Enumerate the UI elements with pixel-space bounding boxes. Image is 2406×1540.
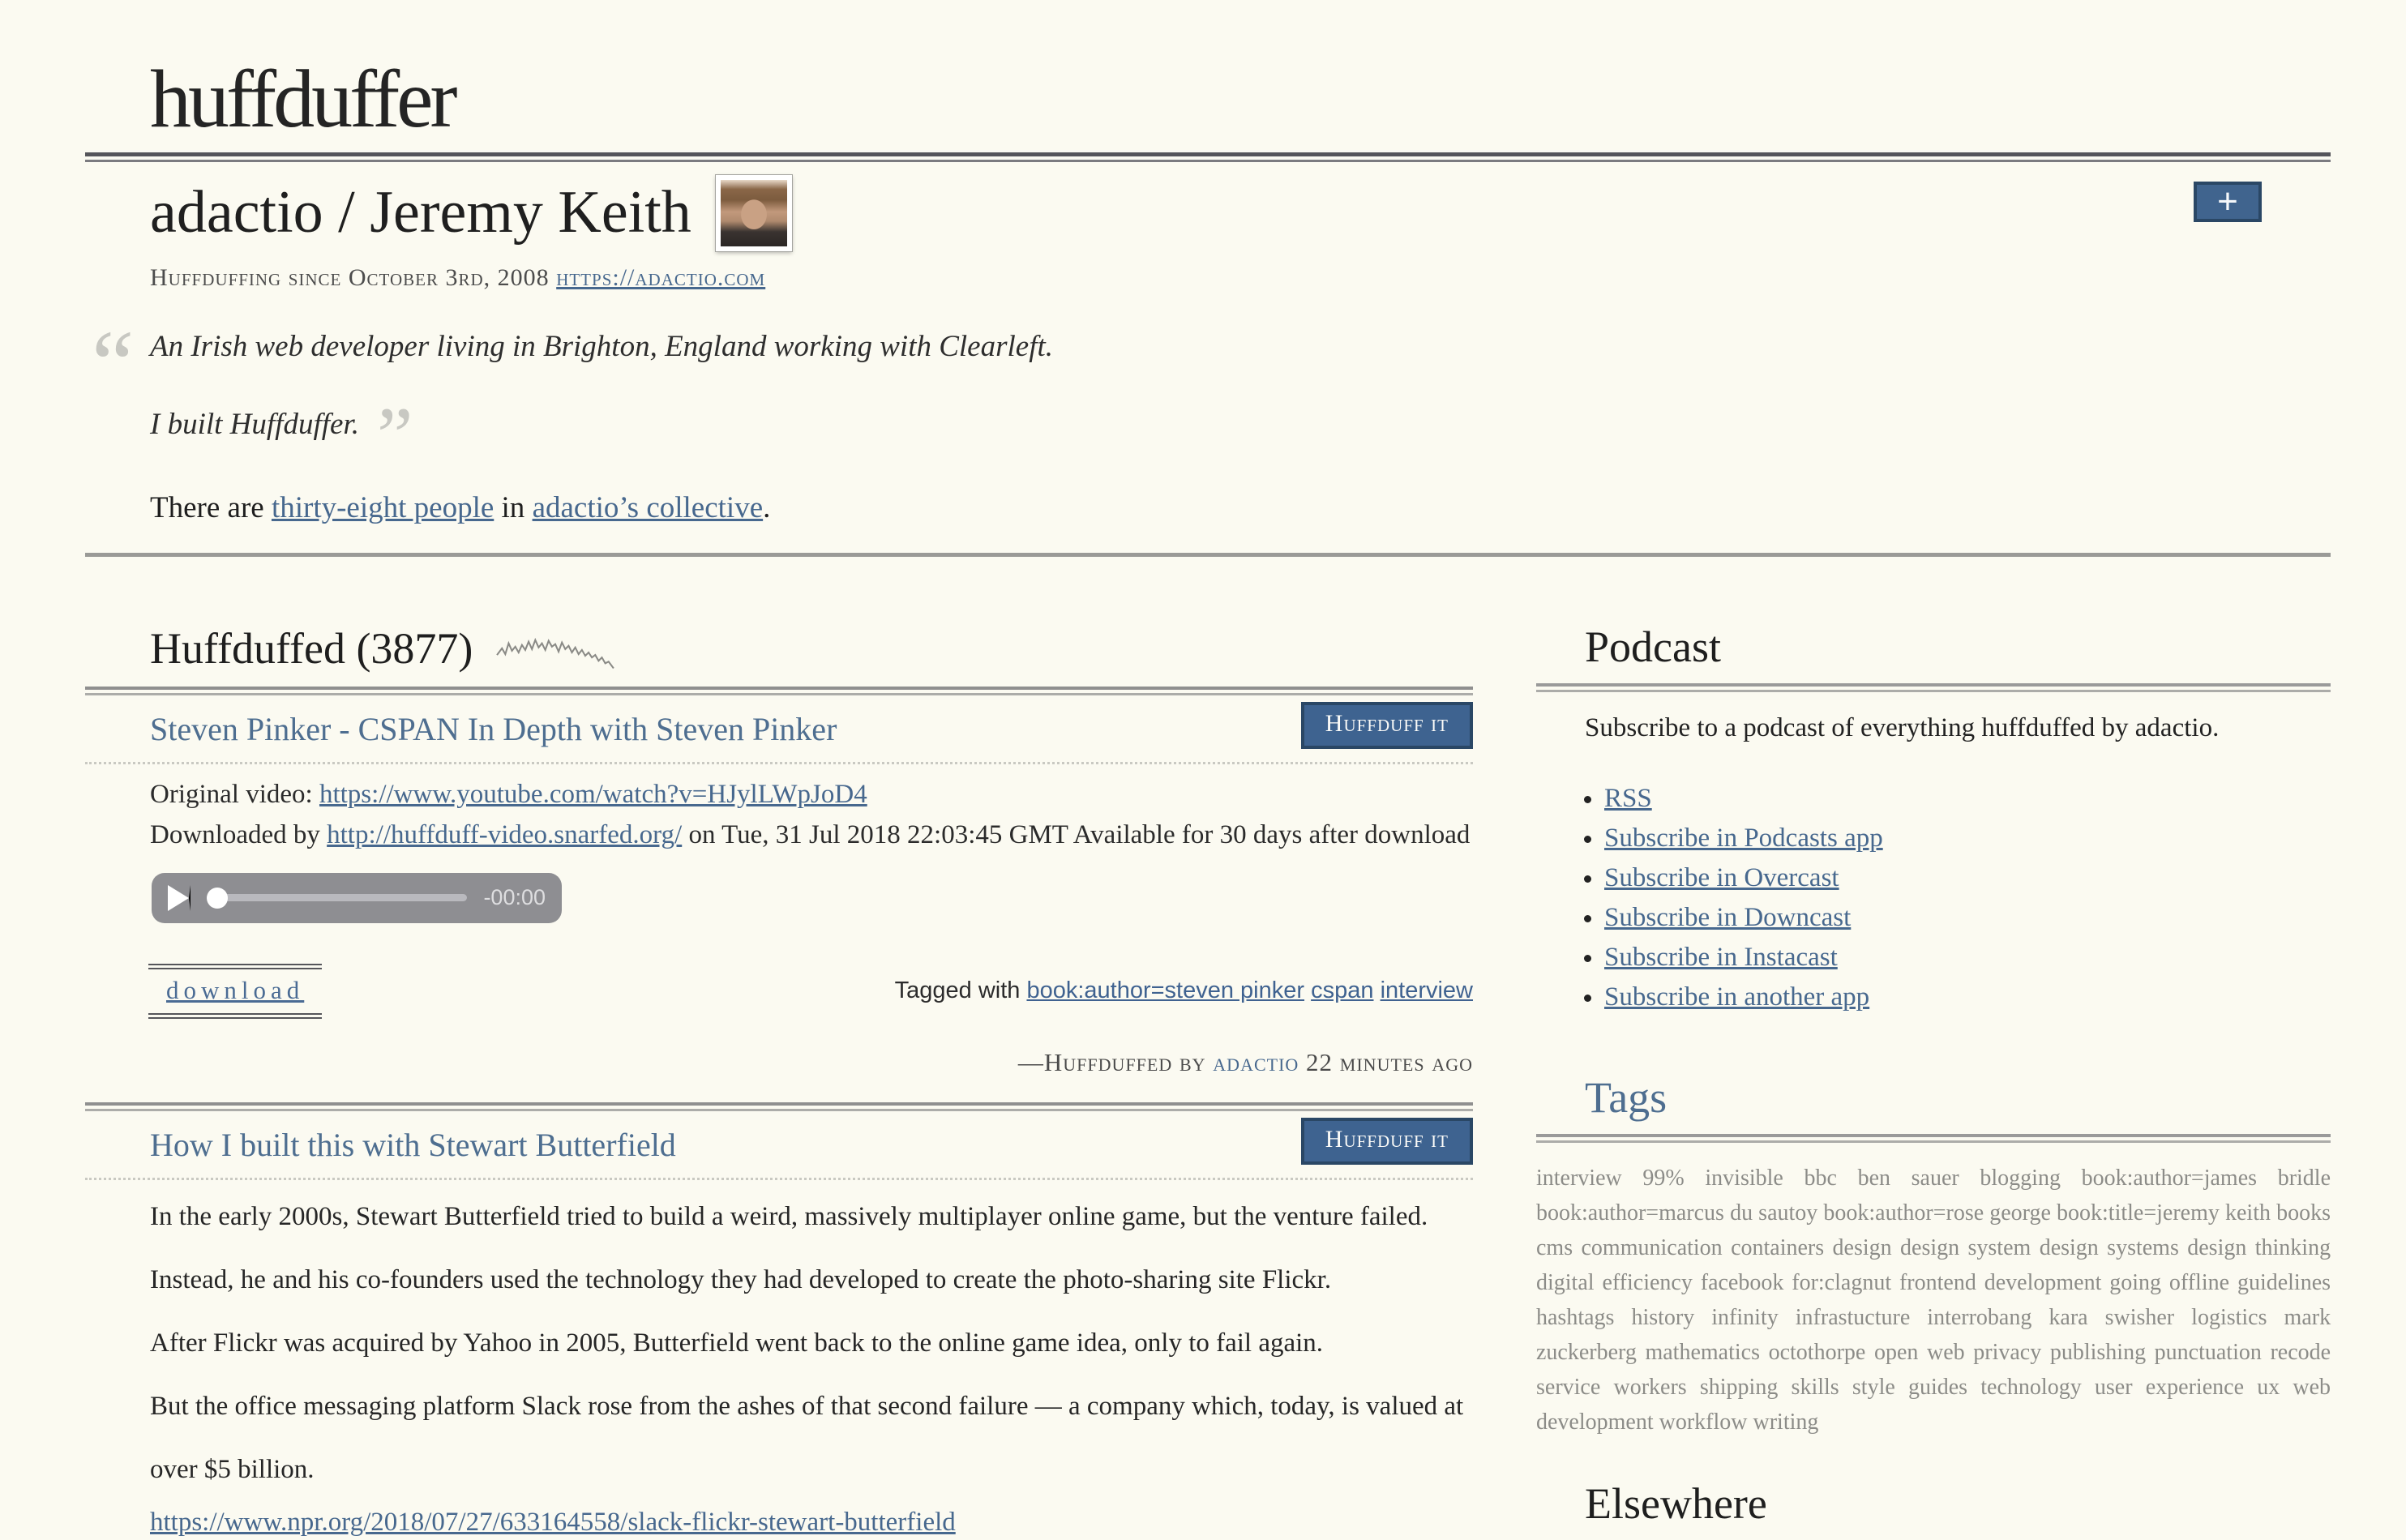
header-rule	[85, 152, 2331, 162]
bio-line: An Irish web developer living in Brighton, England working with Clearleft.	[150, 330, 1054, 363]
item-separator-rule	[85, 1102, 1473, 1111]
tag-cloud-link[interactable]: interrobang	[1927, 1304, 2032, 1330]
tag-cloud-link[interactable]: mark zuckerberg	[1536, 1304, 2331, 1365]
tagged-with: Tagged with book:author=steven pinker cspan interview	[894, 977, 1473, 1004]
avatar	[716, 175, 792, 251]
close-quote-icon: ”	[376, 391, 413, 481]
tag-cloud-link[interactable]: communication	[1581, 1234, 1723, 1260]
seek-track[interactable]	[207, 894, 467, 901]
tag-cloud-link[interactable]: history	[1631, 1304, 1695, 1330]
podcast-link-item	[1604, 779, 2331, 819]
since-line	[150, 264, 2331, 292]
elsewhere-heading: Elsewhere	[1585, 1478, 1767, 1528]
seek-thumb[interactable]	[207, 888, 228, 909]
tag-cloud-link[interactable]: infrastucture	[1795, 1304, 1911, 1330]
podcast-subscribe-link[interactable]: Subscribe in another app	[1604, 982, 1870, 1012]
tag-cloud-link[interactable]: interview	[1536, 1165, 1622, 1191]
tag-cloud-link[interactable]: publishing	[2049, 1339, 2147, 1365]
original-video-link[interactable]: https://www.youtube.com/watch?v=HJylLWpJoD4	[319, 779, 867, 809]
tag-cloud-link[interactable]: logistics	[2191, 1304, 2267, 1330]
download-row	[148, 964, 1473, 1019]
tag-cloud-link[interactable]: workflow	[1659, 1409, 1748, 1435]
tag-cloud-link[interactable]: book:author=rose george	[1823, 1200, 2051, 1226]
heading-rule	[1536, 683, 2331, 692]
tag-link[interactable]: interview	[1380, 977, 1473, 1004]
tags-heading[interactable]: Tags	[1585, 1072, 1668, 1122]
podcast-links-list	[1536, 779, 2331, 1017]
tag-cloud-link[interactable]: technology	[1980, 1374, 2082, 1400]
item-description	[150, 1185, 1473, 1501]
podcast-link-item	[1604, 819, 2331, 858]
tag-cloud-link[interactable]: writing	[1753, 1409, 1819, 1435]
item-title-link[interactable]: How I built this with Stewart Butterfield	[150, 1126, 676, 1163]
profile-website-link[interactable]: https://adactio.com	[556, 264, 766, 291]
source-link[interactable]: https://www.npr.org/2018/07/27/633164558/slack-flickr-stewart-butterfield	[150, 1507, 956, 1537]
tag-cloud-link[interactable]: recode	[2270, 1339, 2331, 1365]
play-icon[interactable]	[168, 885, 191, 911]
profile-name: adactio / Jeremy Keith	[150, 179, 691, 246]
podcast-subscribe-link[interactable]: Subscribe in Downcast	[1604, 902, 1852, 932]
tag-cloud-link[interactable]: skills	[1791, 1374, 1839, 1400]
tag-cloud-link[interactable]: going offline	[2109, 1269, 2230, 1295]
content-columns	[85, 557, 2331, 1540]
tag-cloud-link[interactable]: blogging	[1980, 1165, 2061, 1191]
dotted-rule	[85, 762, 1473, 764]
sidebar	[1536, 557, 2331, 1528]
podcast-heading: Podcast	[1585, 622, 1721, 671]
podcast-subscribe-link[interactable]: Subscribe in Podcasts app	[1604, 823, 1883, 853]
huffduffed-byline: —Huffduffed by adactio 22 minutes ago	[1017, 1047, 1473, 1076]
item-title-link[interactable]: Steven Pinker - CSPAN In Depth with Steven Pinker	[150, 710, 837, 747]
collective-line: There are thirty-eight people in adactio’s collective.	[150, 490, 771, 524]
tag-cloud-link[interactable]: design system	[1900, 1234, 2031, 1260]
seek-bar[interactable]	[207, 888, 467, 909]
description-paragraph: Instead, he and his co-founders used the technology they had developed to create the photo-sharing site Flickr.	[150, 1264, 1332, 1294]
huffduffed-item	[85, 702, 1473, 1111]
tag-cloud-link[interactable]: facebook	[1700, 1269, 1784, 1295]
open-quote-icon: “	[92, 310, 135, 417]
tag-cloud-link[interactable]: design	[1832, 1234, 1892, 1260]
page-title	[150, 175, 2331, 251]
dotted-rule	[85, 1178, 1473, 1180]
bio-line: I built Huffduffer. ”	[150, 391, 413, 481]
tag-cloud-link[interactable]: service workers	[1536, 1374, 1687, 1400]
source-link-line	[150, 1504, 1473, 1540]
tag-cloud-link[interactable]: open web	[1873, 1339, 1965, 1365]
tag-link[interactable]: book:author=steven pinker	[1026, 977, 1305, 1004]
tag-cloud-link[interactable]: design systems	[2039, 1234, 2179, 1260]
tag-cloud-link[interactable]: 99% invisible	[1642, 1165, 1783, 1191]
tag-cloud-link[interactable]: book:title=jeremy keith	[2057, 1200, 2271, 1226]
audio-player[interactable]	[152, 873, 562, 923]
main-column	[85, 557, 1473, 1540]
byline-user-link[interactable]: adactio	[1213, 1047, 1299, 1076]
download-link[interactable]: download	[148, 964, 322, 1019]
sparkline	[495, 633, 617, 672]
tag-cloud-link[interactable]: efficiency	[1602, 1269, 1693, 1295]
tag-cloud-link[interactable]: user experience	[2094, 1374, 2244, 1400]
tag-cloud-link[interactable]: infinity	[1711, 1304, 1779, 1330]
tag-cloud-link[interactable]: privacy	[1973, 1339, 2042, 1365]
tag-cloud-link[interactable]: design thinking	[2187, 1234, 2331, 1260]
podcast-link-item	[1604, 858, 2331, 898]
item-header	[85, 1118, 1473, 1166]
description-paragraph: But the office messaging platform Slack rose from the ashes of that second failure — a company which, today, is valued at over $5 billion.	[150, 1391, 1464, 1484]
add-button[interactable]: +	[2194, 182, 2262, 222]
tag-cloud-link[interactable]: mathematics	[1645, 1339, 1760, 1365]
huffduffer-logo[interactable]: huffduffer	[150, 53, 455, 145]
podcast-blurb: Subscribe to a podcast of everything huffduffed by adactio.	[1585, 712, 2220, 742]
tag-cloud-link[interactable]: punctuation	[2154, 1339, 2262, 1365]
tag-cloud-link[interactable]: containers	[1731, 1234, 1825, 1260]
description-paragraph: In the early 2000s, Stewart Butterfield tried to build a weird, massively multiplayer online game, but the venture failed.	[150, 1201, 1428, 1231]
collective-people-link[interactable]: thirty-eight people	[271, 490, 494, 524]
tag-cloud-link[interactable]: book:author=james bridle	[2081, 1165, 2331, 1191]
tag-cloud-link[interactable]: shipping	[1699, 1374, 1779, 1400]
podcast-subscribe-link[interactable]: RSS	[1604, 783, 1652, 813]
huffduff-it-button[interactable]: Huffduff it	[1301, 1118, 1473, 1165]
collective-link[interactable]: adactio’s collective	[532, 490, 764, 524]
tag-cloud-link[interactable]: digital	[1536, 1269, 1595, 1295]
tag-cloud-link[interactable]: cms	[1536, 1234, 1573, 1260]
time-remaining: -00:00	[483, 885, 546, 910]
tag-cloud-link[interactable]: ux	[2257, 1374, 2280, 1400]
tag-cloud-link[interactable]: frontend development	[1899, 1269, 2102, 1295]
tag-cloud-link[interactable]: ben sauer	[1857, 1165, 1959, 1191]
podcast-link-item	[1604, 938, 2331, 977]
profile-bio-quote	[92, 310, 2331, 481]
tag-cloud-link[interactable]: style guides	[1852, 1374, 1968, 1400]
tag-cloud-link[interactable]: books	[2276, 1200, 2331, 1226]
item-header	[85, 702, 1473, 751]
huffduffed-item	[85, 1118, 1473, 1540]
podcast-subscribe-link[interactable]: Subscribe in Instacast	[1604, 942, 1838, 972]
tag-cloud	[1536, 1161, 2331, 1439]
downloader-link[interactable]: http://huffduff-video.snarfed.org/	[327, 819, 683, 849]
huffduff-it-button[interactable]: Huffduff it	[1301, 702, 1473, 749]
tag-cloud-link[interactable]: book:author=marcus du sautoy	[1536, 1200, 1818, 1226]
description-paragraph: After Flickr was acquired by Yahoo in 2005, Butterfield went back to the online game idea, only to fail again.	[150, 1328, 1324, 1358]
tag-cloud-link[interactable]: bbc	[1804, 1165, 1837, 1191]
podcast-link-item	[1604, 977, 2331, 1017]
item-meta	[150, 774, 1473, 855]
heading-rule	[1536, 1134, 2331, 1143]
podcast-link-item	[1604, 898, 2331, 938]
site-header	[85, 0, 2331, 162]
tag-cloud-link[interactable]: for:clagnut	[1792, 1269, 1892, 1295]
tag-link[interactable]: cspan	[1311, 977, 1374, 1004]
original-video-line: Original video: https://www.youtube.com/watch?v=HJylLWpJoD4	[150, 779, 867, 809]
profile-section	[85, 175, 2331, 525]
tag-cloud-link[interactable]: web development	[1536, 1374, 2331, 1435]
podcast-subscribe-link[interactable]: Subscribe in Overcast	[1604, 862, 1839, 892]
tag-cloud-link[interactable]: kara swisher	[2049, 1304, 2175, 1330]
tag-cloud-link[interactable]: hashtags	[1536, 1304, 1615, 1330]
tag-cloud-link[interactable]: guidelines	[2237, 1269, 2331, 1295]
downloaded-line: Downloaded by http://huffduff-video.snarfed.org/ on Tue, 31 Jul 2018 22:03:45 GMT Available for 30 days after download	[150, 819, 1471, 849]
tag-cloud-link[interactable]: octothorpe	[1768, 1339, 1866, 1365]
huffduffed-heading: Huffduffed (3877)	[150, 625, 1473, 672]
since-label: Huffduffing since October 3rd, 2008	[150, 264, 550, 291]
heading-rule	[85, 687, 1473, 695]
